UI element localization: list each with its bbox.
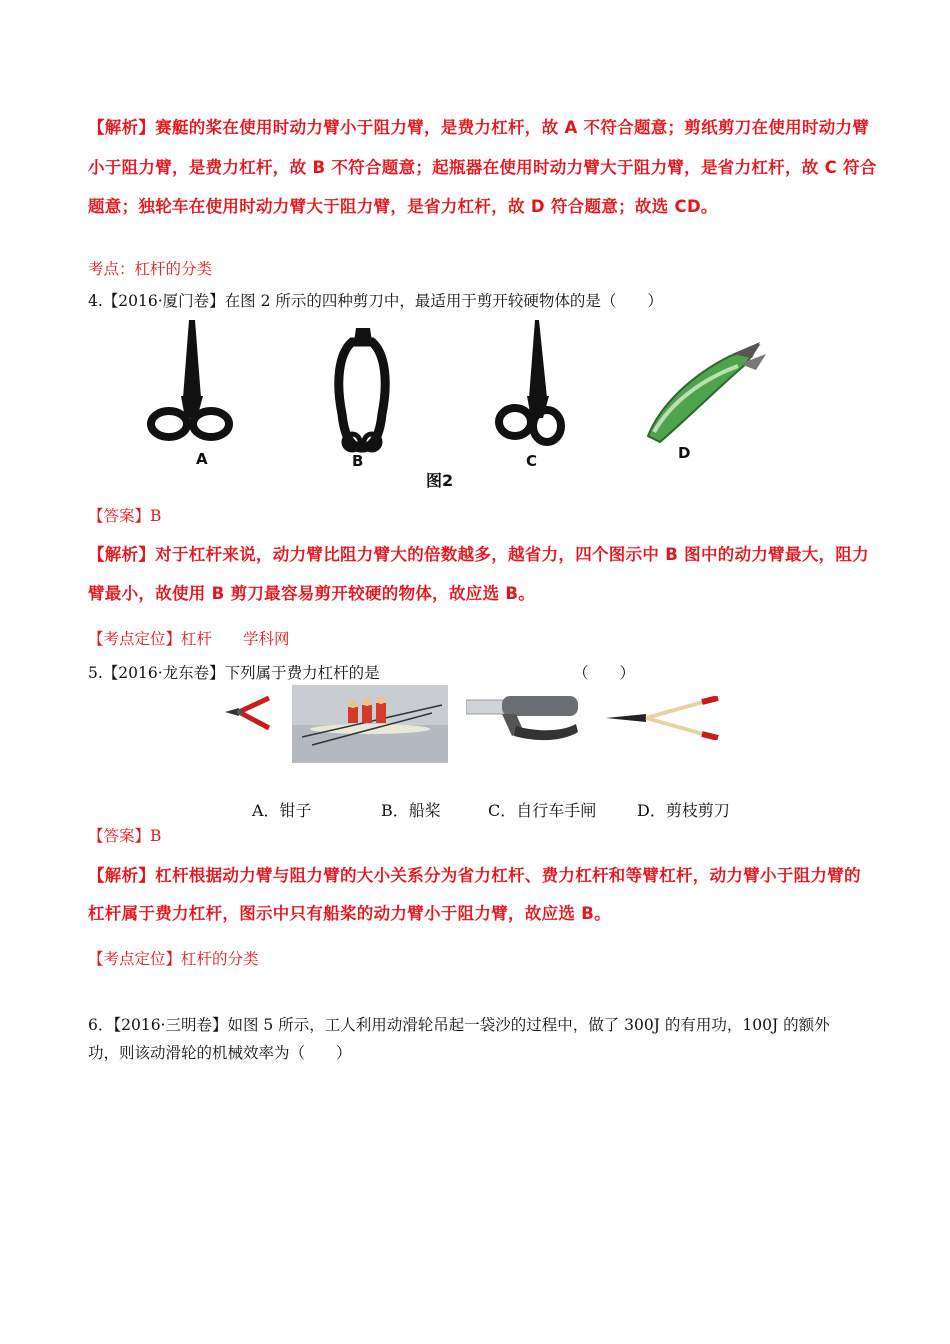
q4-analysis-line-2: 臂最小，故使用 B 剪刀最容易剪开较硬的物体，故应选 B。 <box>88 584 536 603</box>
bicycle-brake-image <box>466 692 584 754</box>
q3-kaodian: 考点：杠杆的分类 <box>88 260 213 278</box>
q5-analysis-line-1: 【解析】杠杆根据动力臂与阻力臂的大小关系分为省力杠杆、费力杠杆和等臂杠杆，动力臂小于阻力臂的 <box>88 866 861 885</box>
q5-analysis-line-2: 杠杆属于费力杠杆，图示中只有船桨的动力臂小于阻力臂，故应选 B。 <box>88 904 611 923</box>
q4-question: 4.【2016·厦门卷】在图 2 所示的四种剪刀中，最适用于剪开较硬物体的是（ ） <box>88 292 663 310</box>
q5-option-c: C．自行车手闸 <box>488 801 597 820</box>
q5-option-d: D．剪枝剪刀 <box>637 801 730 820</box>
q5-option-b: B．船桨 <box>381 801 441 820</box>
figure-caption: 图2 <box>426 471 454 490</box>
scissors-b-image <box>328 324 398 454</box>
hedge-shears-image <box>606 696 722 740</box>
q5-answer-paren: （ ） <box>573 664 636 682</box>
q4-analysis-line-1: 【解析】对于杠杆来说，动力臂比阻力臂大的倍数越多，越省力，四个图示中 B 图中的动力臂最大，阻力 <box>88 545 869 564</box>
q3-analysis-line-1: 【解析】赛艇的桨在使用时动力臂小于阻力臂，是费力杠杆，故 A 不符合题意；剪纸剪刀在使用时动力臂 <box>88 118 870 137</box>
scissors-c-image <box>485 318 575 448</box>
q5-kaodian: 【考点定位】杠杆的分类 <box>88 950 259 968</box>
scissors-a-image <box>145 318 235 448</box>
scissors-figure <box>130 318 770 490</box>
q5-question: 5.【2016·龙东卷】下列属于费力杠杆的是 <box>88 664 380 682</box>
q4-answer: 【答案】B <box>88 507 162 525</box>
q3-analysis-line-3: 题意；独轮车在使用时动力臂大于阻力臂，是省力杠杆，故 D 符合题意；故选 CD。 <box>88 197 718 216</box>
figure-label-c: C <box>526 452 538 470</box>
q6-question-line-1: 6．【2016·三明卷】如图 5 所示，工人利用动滑轮吊起一袋沙的过程中，做了 300J 的有用功，100J 的额外 <box>88 1016 830 1034</box>
scissors-d-image <box>640 336 770 446</box>
pliers-image <box>225 694 271 736</box>
q5-option-a: A．钳子 <box>252 801 312 820</box>
figure-label-a: A <box>196 450 208 468</box>
q3-analysis-line-2: 小于阻力臂，是费力杠杆，故 B 不符合题意；起瓶器在使用时动力臂大于阻力臂，是省力杠杆，故 C 符合 <box>88 158 877 177</box>
figure-label-d: D <box>678 444 691 462</box>
figure-label-b: B <box>352 452 364 470</box>
q5-answer: 【答案】B <box>88 827 162 845</box>
q6-question-line-2: 功，则该动滑轮的机械效率为（ ） <box>88 1044 352 1062</box>
q4-kaodian: 【考点定位】杠杆 学科网 <box>88 630 290 648</box>
rowing-boat-image <box>292 685 448 763</box>
